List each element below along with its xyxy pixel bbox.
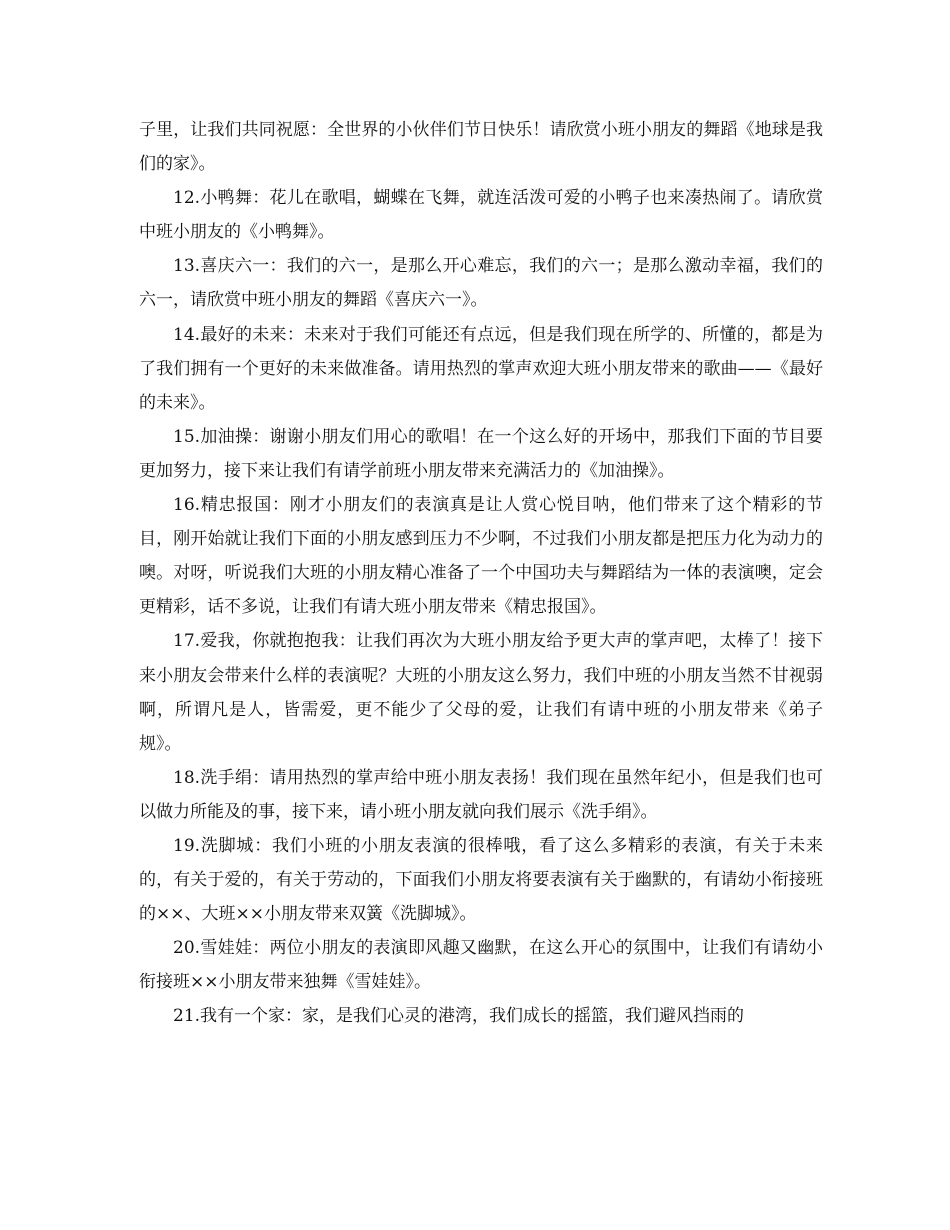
paragraph-item-15: 15.加油操：谢谢小朋友们用心的歌唱！在一个这么好的开场中，那我们下面的节目要更加努力，接下来让我们有请学前班小朋友带来充满活力的《加油操》。 — [139, 426, 823, 481]
paragraph-item-19: 19.洗脚城：我们小班的小朋友表演的很棒哦，看了这么多精彩的表演，有关于未来的，有关于爱的，有关于劳动的，下面我们小朋友将要表演有关于幽默的，有请幼小衔接班的××、大班××小朋友带来双簧《洗脚城》。 — [139, 835, 823, 925]
paragraph-item-14: 14.最好的未来：未来对于我们可能还有点远，但是我们现在所学的、所懂的，都是为了我们拥有一个更好的未来做准备。请用热烈的掌声欢迎大班小朋友带来的歌曲——《最好的未来》。 — [139, 324, 823, 413]
document-body — [139, 113, 823, 1034]
paragraph-item-18: 18.洗手绢：请用热烈的掌声给中班小朋友表扬！我们现在虽然年纪小，但是我们也可以做力所能及的事，接下来，请小班小朋友就向我们展示《洗手绢》。 — [139, 767, 823, 822]
paragraph-item-12: 12.小鸭舞：花儿在歌唱，蝴蝶在飞舞，就连活泼可爱的小鸭子也来凑热闹了。请欣赏中班小朋友的《小鸭舞》。 — [139, 188, 823, 243]
paragraph-item-17: 17.爱我，你就抱抱我：让我们再次为大班小朋友给予更大声的掌声吧，太棒了！接下来小朋友会带来什么样的表演呢？大班的小朋友这么努力，我们中班的小朋友当然不甘视弱啊，所谓凡是人，皆需爱，更不能少了父母的爱，让我们有请中班的小朋友带来《弟子规》。 — [139, 631, 823, 754]
paragraph-continuation: 子里，让我们共同祝愿：全世界的小伙伴们节日快乐！请欣赏小班小朋友的舞蹈《地球是我们的家》。 — [139, 120, 823, 175]
paragraph-item-13: 13.喜庆六一：我们的六一，是那么开心难忘，我们的六一；是那么激动幸福，我们的六一，请欣赏中班小朋友的舞蹈《喜庆六一》。 — [139, 256, 823, 311]
paragraph-item-21: 21.我有一个家：家，是我们心灵的港湾，我们成长的摇篮，我们避风挡雨的 — [173, 1006, 745, 1027]
paragraph-item-16: 16.精忠报国：刚才小朋友们的表演真是让人赏心悦目呐，他们带来了这个精彩的节目，刚开始就让我们下面的小朋友感到压力不少啊，不过我们小朋友都是把压力化为动力的噢。对呀，听说我们大班的小朋友精心准备了一个中国功夫与舞蹈结为一体的表演噢，定会更精彩，话不多说，让我们有请大班小朋友带来《精忠报国》。 — [139, 495, 823, 618]
paragraph-item-20: 20.雪娃娃：两位小朋友的表演即风趣又幽默，在这么开心的氛围中，让我们有请幼小衔接班××小朋友带来独舞《雪娃娃》。 — [139, 938, 823, 993]
